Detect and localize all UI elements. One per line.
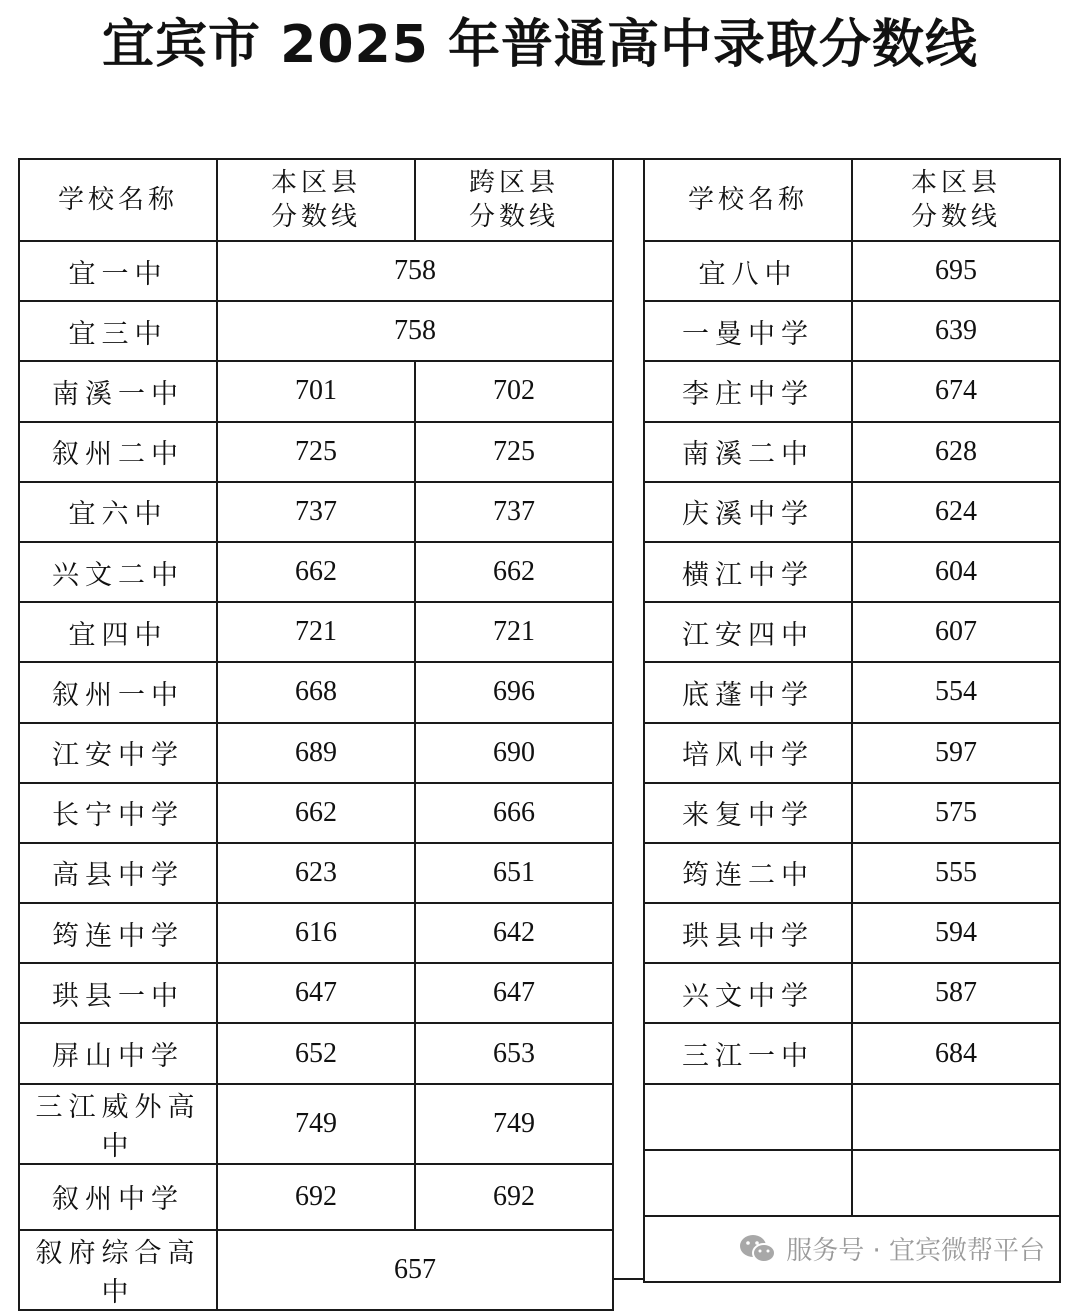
local-score: 662 xyxy=(217,783,415,843)
page-title: 宜宾市 2025 年普通高中录取分数线 xyxy=(102,15,978,75)
local-score: 662 xyxy=(217,542,415,602)
table-row xyxy=(19,903,613,963)
school-name: 叙州一中 xyxy=(19,662,217,722)
header-local-score xyxy=(217,159,415,241)
local-score: 701 xyxy=(217,361,415,421)
header-school-name: 学校名称 xyxy=(19,159,217,241)
table-row xyxy=(644,723,1060,783)
header-local-line2: 分数线 xyxy=(270,202,361,232)
school-name: 横江中学 xyxy=(644,542,852,602)
school-name: 底蓬中学 xyxy=(644,662,852,722)
local-score: 594 xyxy=(852,903,1060,963)
empty-cell xyxy=(852,1084,1060,1150)
header-local-score xyxy=(852,159,1060,241)
table-row xyxy=(19,1084,613,1164)
table-row xyxy=(644,903,1060,963)
empty-row xyxy=(644,1150,1060,1216)
right-score-table xyxy=(643,158,1061,1283)
header-cross-score xyxy=(415,159,613,241)
watermark-row xyxy=(644,1216,1060,1282)
school-name: 来复中学 xyxy=(644,783,852,843)
cross-score: 647 xyxy=(415,963,613,1023)
local-score: 607 xyxy=(852,602,1060,662)
table-row xyxy=(644,482,1060,542)
cross-score: 749 xyxy=(415,1084,613,1164)
table-row xyxy=(644,843,1060,903)
local-score: 604 xyxy=(852,542,1060,602)
local-score: 616 xyxy=(217,903,415,963)
watermark-text: 服务号 · 宜宾微帮平台 xyxy=(786,1236,1045,1267)
table-row xyxy=(644,301,1060,361)
table-row xyxy=(19,843,613,903)
cross-score: 662 xyxy=(415,542,613,602)
school-name: 宜四中 xyxy=(19,602,217,662)
local-score: 695 xyxy=(852,241,1060,301)
cross-score: 702 xyxy=(415,361,613,421)
header-local-line1: 本区县 xyxy=(270,168,361,198)
cross-score: 696 xyxy=(415,662,613,722)
local-score: 684 xyxy=(852,1023,1060,1083)
local-score: 692 xyxy=(217,1164,415,1230)
empty-cell xyxy=(852,1150,1060,1216)
table-row xyxy=(19,662,613,722)
empty-cell xyxy=(644,1084,852,1150)
school-name: 长宁中学 xyxy=(19,783,217,843)
school-name: 叙州中学 xyxy=(19,1164,217,1230)
local-score: 597 xyxy=(852,723,1060,783)
left-score-table xyxy=(18,158,614,1311)
cross-score: 653 xyxy=(415,1023,613,1083)
local-score: 624 xyxy=(852,482,1060,542)
school-name: 一曼中学 xyxy=(644,301,852,361)
local-score: 749 xyxy=(217,1084,415,1164)
cross-score: 642 xyxy=(415,903,613,963)
local-score: 587 xyxy=(852,963,1060,1023)
local-score: 554 xyxy=(852,662,1060,722)
table-row xyxy=(19,1164,613,1230)
table-row xyxy=(644,963,1060,1023)
merged-score: 758 xyxy=(217,301,613,361)
school-name: 三江威外高中 xyxy=(19,1084,217,1164)
table-row xyxy=(644,542,1060,602)
school-name: 叙府综合高中 xyxy=(19,1230,217,1310)
school-name: 南溪一中 xyxy=(19,361,217,421)
school-name: 叙州二中 xyxy=(19,422,217,482)
header-cross-line1: 跨区县 xyxy=(468,168,559,198)
local-score: 668 xyxy=(217,662,415,722)
school-name: 李庄中学 xyxy=(644,361,852,421)
header-local-line1: 本区县 xyxy=(910,168,1001,198)
table-separator xyxy=(612,158,643,1280)
cross-score: 725 xyxy=(415,422,613,482)
school-name: 宜一中 xyxy=(19,241,217,301)
table-row xyxy=(19,602,613,662)
local-score: 623 xyxy=(217,843,415,903)
school-name: 江安中学 xyxy=(19,723,217,783)
table-header-row xyxy=(644,159,1060,241)
empty-cell xyxy=(644,1150,852,1216)
school-name: 宜三中 xyxy=(19,301,217,361)
local-score: 555 xyxy=(852,843,1060,903)
table-row xyxy=(644,662,1060,722)
watermark-cell xyxy=(644,1216,1060,1282)
wechat-icon xyxy=(738,1232,778,1266)
table-row xyxy=(19,1230,613,1310)
table-row xyxy=(19,482,613,542)
local-score: 725 xyxy=(217,422,415,482)
school-name: 兴文二中 xyxy=(19,542,217,602)
local-score: 647 xyxy=(217,963,415,1023)
local-score: 639 xyxy=(852,301,1060,361)
cross-score: 666 xyxy=(415,783,613,843)
empty-row xyxy=(644,1084,1060,1150)
table-row xyxy=(19,963,613,1023)
cross-score: 692 xyxy=(415,1164,613,1230)
table-row xyxy=(19,1023,613,1083)
local-score: 652 xyxy=(217,1023,415,1083)
local-score: 674 xyxy=(852,361,1060,421)
local-score: 628 xyxy=(852,422,1060,482)
cross-score: 737 xyxy=(415,482,613,542)
table-row xyxy=(19,783,613,843)
school-name: 珙县一中 xyxy=(19,963,217,1023)
table-row xyxy=(644,422,1060,482)
school-name: 南溪二中 xyxy=(644,422,852,482)
school-name: 宜六中 xyxy=(19,482,217,542)
school-name: 江安四中 xyxy=(644,602,852,662)
table-row xyxy=(19,723,613,783)
local-score: 575 xyxy=(852,783,1060,843)
local-score: 689 xyxy=(217,723,415,783)
cross-score: 690 xyxy=(415,723,613,783)
school-name: 珙县中学 xyxy=(644,903,852,963)
school-name: 三江一中 xyxy=(644,1023,852,1083)
table-row xyxy=(19,241,613,301)
school-name: 兴文中学 xyxy=(644,963,852,1023)
table-row xyxy=(19,542,613,602)
merged-score: 657 xyxy=(217,1230,613,1310)
merged-score: 758 xyxy=(217,241,613,301)
header-cross-line2: 分数线 xyxy=(468,202,559,232)
school-name: 筠连中学 xyxy=(19,903,217,963)
local-score: 737 xyxy=(217,482,415,542)
table-row xyxy=(19,301,613,361)
table-row xyxy=(644,361,1060,421)
watermark xyxy=(645,1230,1059,1267)
header-school-name: 学校名称 xyxy=(644,159,852,241)
local-score: 721 xyxy=(217,602,415,662)
cross-score: 721 xyxy=(415,602,613,662)
header-local-line2: 分数线 xyxy=(910,202,1001,232)
table-header-row xyxy=(19,159,613,241)
cross-score: 651 xyxy=(415,843,613,903)
table-row xyxy=(19,361,613,421)
table-row xyxy=(644,602,1060,662)
school-name: 高县中学 xyxy=(19,843,217,903)
table-row xyxy=(644,1023,1060,1083)
school-name: 庆溪中学 xyxy=(644,482,852,542)
table-row xyxy=(644,783,1060,843)
school-name: 筠连二中 xyxy=(644,843,852,903)
school-name: 培风中学 xyxy=(644,723,852,783)
school-name: 屏山中学 xyxy=(19,1023,217,1083)
table-row xyxy=(644,241,1060,301)
school-name: 宜八中 xyxy=(644,241,852,301)
table-row xyxy=(19,422,613,482)
